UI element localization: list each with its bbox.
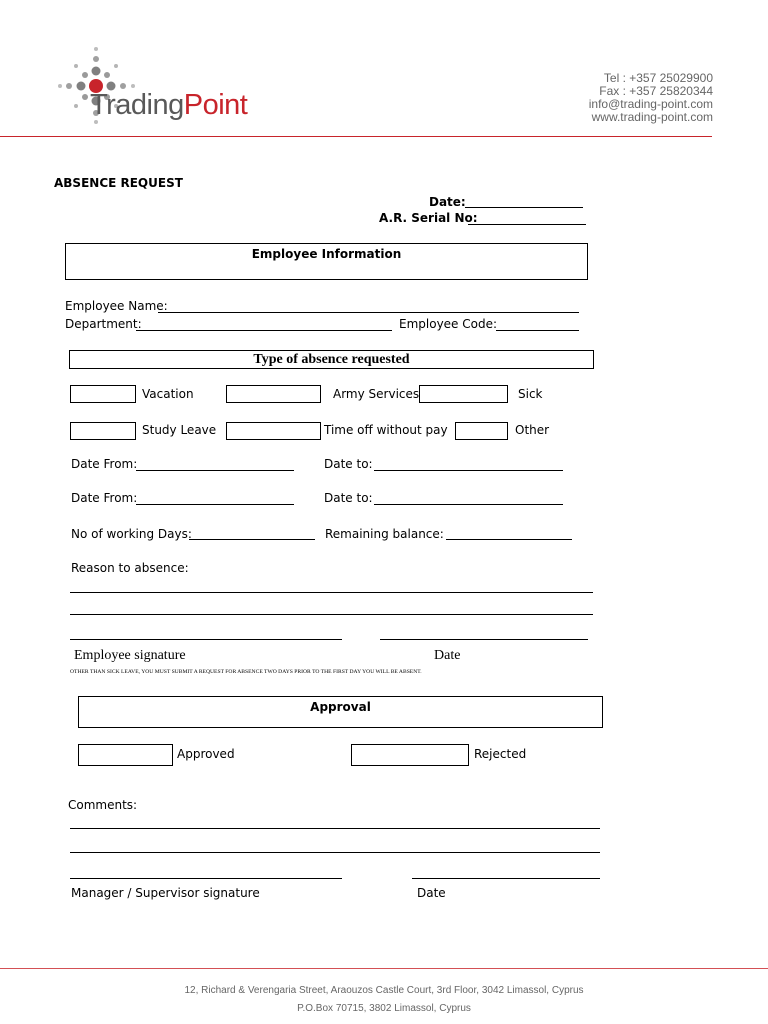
date-to-field-2[interactable] — [374, 504, 563, 505]
comments-line-1[interactable] — [70, 828, 600, 829]
footer-divider — [0, 968, 768, 969]
working-days-field[interactable] — [189, 539, 315, 540]
vacation-checkbox[interactable] — [70, 385, 136, 403]
serial-label: A.R. Serial No: — [379, 211, 478, 225]
rejected-checkbox[interactable] — [351, 744, 469, 766]
sick-label: Sick — [518, 387, 543, 401]
employee-signature-line[interactable] — [70, 639, 342, 640]
absence-type-heading: Type of absence requested — [253, 352, 410, 367]
employee-signature-date-line[interactable] — [380, 639, 588, 640]
employee-info-heading: Employee Information — [251, 247, 402, 261]
employee-name-label: Employee Name: — [65, 299, 168, 313]
footer-address: 12, Richard & Verengaria Street, Araouzos Castle Court, 3rd Floor, 3042 Limassol, Cyprus — [184, 985, 584, 996]
company-logo-text — [90, 88, 247, 122]
reason-line-1[interactable] — [70, 592, 593, 593]
working-days-label: No of working Days: — [71, 527, 192, 541]
date-from-field-2[interactable] — [136, 504, 294, 505]
contact-info — [589, 72, 713, 124]
approved-checkbox[interactable] — [78, 744, 173, 766]
army-services-checkbox[interactable] — [226, 385, 321, 403]
date-from-field-1[interactable] — [136, 470, 294, 471]
remaining-balance-label: Remaining balance: — [325, 527, 444, 541]
employee-name-field[interactable] — [158, 312, 579, 313]
date-from-label-1: Date From: — [71, 457, 138, 471]
approval-heading: Approval — [310, 700, 371, 714]
employee-code-field[interactable] — [496, 330, 579, 331]
manager-signature-line[interactable] — [70, 878, 342, 879]
other-checkbox[interactable] — [455, 422, 508, 440]
contact-tel: Tel : +357 25029900 — [603, 71, 713, 85]
date-to-label-2: Date to: — [324, 491, 373, 505]
header-divider — [0, 136, 712, 137]
approved-label: Approved — [177, 747, 235, 761]
logo-word-point: Point — [183, 89, 248, 121]
manager-date-line[interactable] — [412, 878, 600, 879]
contact-fax: Fax : +357 25820344 — [599, 84, 713, 98]
time-off-checkbox[interactable] — [226, 422, 321, 440]
study-leave-label: Study Leave — [142, 423, 217, 437]
comments-line-2[interactable] — [70, 852, 600, 853]
form-title: ABSENCE REQUEST — [54, 176, 183, 190]
absence-type-header — [69, 350, 594, 369]
date-from-label-2: Date From: — [71, 491, 138, 505]
sick-checkbox[interactable] — [419, 385, 508, 403]
manager-signature-label: Manager / Supervisor signature — [71, 886, 260, 900]
date-to-field-1[interactable] — [374, 470, 563, 471]
approval-header — [78, 696, 603, 728]
date-label: Date: — [429, 195, 466, 209]
manager-date-label: Date — [417, 886, 446, 900]
employee-signature-label: Employee signature — [74, 648, 186, 663]
army-services-label: Army Services — [333, 387, 420, 401]
reason-line-2[interactable] — [70, 614, 593, 615]
department-field[interactable] — [136, 330, 392, 331]
study-leave-checkbox[interactable] — [70, 422, 136, 440]
vacation-label: Vacation — [142, 387, 194, 401]
contact-website: www.trading-point.com — [591, 110, 713, 124]
rejected-label: Rejected — [474, 747, 527, 761]
time-off-label: Time off without pay — [324, 423, 448, 437]
employee-signature-date-label: Date — [434, 648, 461, 663]
remaining-balance-field[interactable] — [446, 539, 572, 540]
other-label: Other — [515, 423, 550, 437]
date-to-label-1: Date to: — [324, 457, 373, 471]
serial-field[interactable] — [468, 224, 586, 225]
logo-word-trading: Trading — [90, 89, 184, 121]
department-label: Department: — [65, 317, 142, 331]
submission-notice: OTHER THAN SICK LEAVE, YOU MUST SUBMIT A REQUEST FOR ABSENCE TWO DAYS PRIOR TO THE FIRST DAY YOU WILL BE ABSENT. — [70, 669, 422, 675]
contact-email: info@trading-point.com — [588, 97, 713, 111]
employee-code-label: Employee Code: — [399, 317, 498, 331]
employee-info-header — [65, 243, 588, 280]
date-field[interactable] — [465, 207, 583, 208]
comments-label: Comments: — [68, 798, 138, 812]
footer-pobox: P.O.Box 70715, 3802 Limassol, Cyprus — [297, 1003, 471, 1014]
reason-label: Reason to absence: — [71, 561, 189, 575]
